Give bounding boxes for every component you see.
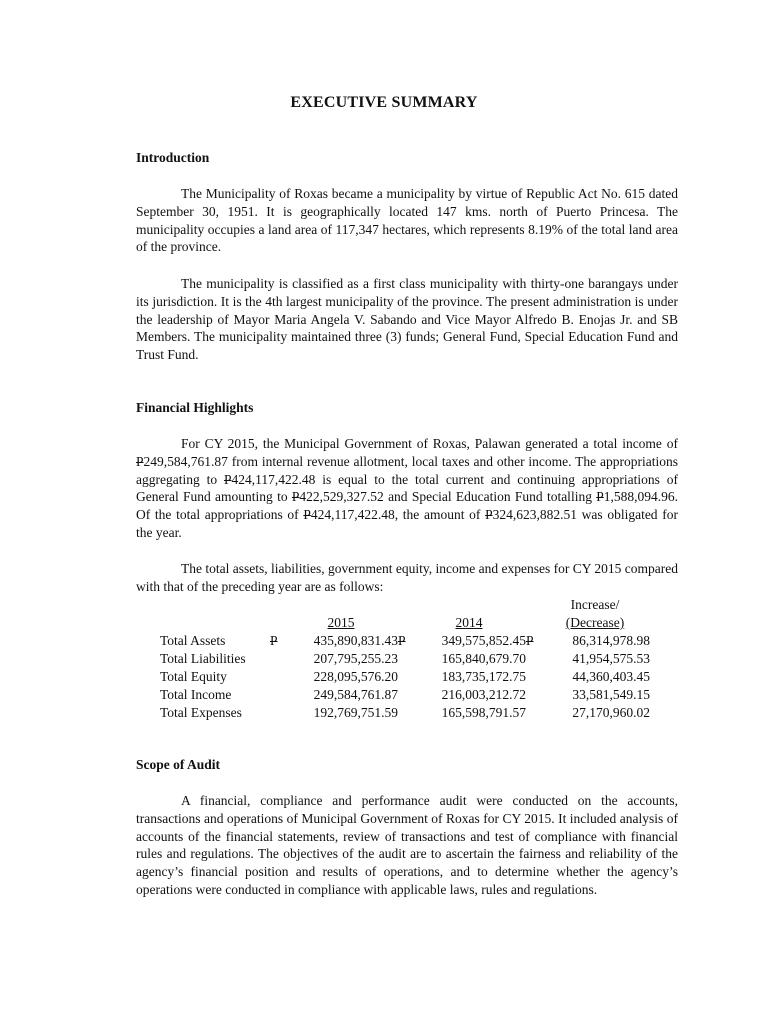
cell-2015: 249,584,761.87 <box>313 687 398 702</box>
table-row <box>160 686 650 704</box>
financial-paragraph-1: For CY 2015, the Municipal Government of Roxas, Palawan generated a total income of P249,584,761.87 from internal revenue allotment, local taxes and other income. The appropriations aggregating to P424,117,422.48 is equal to the total current and continuing appropriations of General Fund amounting to P422,529,327.52 and Special Education Fund totalling P1,588,094.96. Of the total appropriations of P424,117,422.48, the amount of P324,623,882.51 was obligated for the year. <box>136 436 678 540</box>
cell-2015: 192,769,751.59 <box>313 705 398 720</box>
cell-2014: 165,598,791.57 <box>441 705 526 720</box>
table-row <box>160 668 650 686</box>
peso-sign: P <box>136 453 144 469</box>
cell-difference: 27,170,960.02 <box>572 705 650 720</box>
peso-sign: P <box>526 633 534 648</box>
section-heading-introduction: Introduction <box>136 150 210 165</box>
financial-paragraph-2: The total assets, liabilities, government equity, income and expenses for CY 2015 compared with that of the preceding year are as follows: <box>136 561 678 594</box>
peso-sign: P <box>303 507 311 523</box>
amount-total-appropriations: 424,117,422.48 <box>310 507 395 523</box>
row-label: Total Assets <box>160 633 226 648</box>
amount-general-fund: 422,529,327.52 <box>299 489 384 505</box>
cell-2015: 207,795,255.23 <box>313 651 398 666</box>
cell-difference: 44,360,403.45 <box>572 669 650 684</box>
amount-obligated: 324,623,882.51 <box>492 507 577 523</box>
column-header-increase: Increase/ <box>570 597 620 612</box>
peso-sign: P <box>485 507 493 523</box>
table-header-row-2 <box>160 614 650 632</box>
section-heading-scope-of-audit: Scope of Audit <box>136 757 221 772</box>
intro-paragraph-1: The Municipality of Roxas became a municipality by virtue of Republic Act No. 615 dated September 30, 1951. It is geographically located 147 kms. north of Puerto Princesa. The municipality occupies a land area of 117,347 hectares, which represents 8.19% of the total land area of the province. <box>136 186 678 255</box>
row-label: Total Income <box>160 687 232 702</box>
amount-appropriations: 424,117,422.48 <box>231 471 316 487</box>
cell-2014: 349,575,852.45 <box>441 633 526 648</box>
table-row <box>160 704 650 722</box>
cell-difference: 86,314,978.98 <box>572 633 650 648</box>
row-label: Total Liabilities <box>160 651 246 666</box>
financial-comparison-table <box>160 596 650 722</box>
cell-2015: 228,095,576.20 <box>313 669 398 684</box>
cell-difference: 33,581,549.15 <box>572 687 650 702</box>
peso-sign: P <box>270 633 278 648</box>
table-header-row-1 <box>160 596 650 614</box>
peso-sign: P <box>596 489 604 505</box>
column-header-2014: 2014 <box>455 615 483 630</box>
column-header-2015: 2015 <box>327 615 355 630</box>
peso-sign: P <box>398 633 406 648</box>
page-title: EXECUTIVE SUMMARY <box>290 94 478 111</box>
table-row <box>160 632 650 650</box>
cell-difference: 41,954,575.53 <box>572 651 650 666</box>
amount-sef: 1,588,094.96 <box>603 489 675 505</box>
table-row <box>160 650 650 668</box>
section-heading-financial-highlights: Financial Highlights <box>136 400 254 415</box>
scope-paragraph-1: A financial, compliance and performance audit were conducted on the accounts, transactions and operations of Municipal Government of Roxas for CY 2015. It included analysis of accounts of the financial statements, review of transactions and test of compliance with financial rules and regulations. The objectives of the audit are to ascertain the fairness and reliability of the agency’s financial position and results of operations, and to determine whether the agency’s operations were conducted in compliance with applicable laws, rules and regulations. <box>136 793 678 897</box>
row-label: Total Expenses <box>160 705 242 720</box>
cell-2015: 435,890,831.43 <box>313 633 398 648</box>
peso-sign: P <box>223 471 232 487</box>
cell-2014: 165,840,679.70 <box>441 651 526 666</box>
column-header-decrease: (Decrease) <box>565 615 625 630</box>
amount-total-income: 249,584,761.87 <box>143 453 228 469</box>
peso-sign: P <box>291 489 300 505</box>
intro-paragraph-2: The municipality is classified as a first class municipality with thirty-one barangays under its jurisdiction. It is the 4th largest municipality of the province. The present administration is under the leadership of Mayor Maria Angela V. Sabando and Vice Mayor Alfredo B. Enojas Jr. and SB Members. The municipality maintained three (3) funds; General Fund, Special Education Fund and Trust Fund. <box>136 276 678 363</box>
cell-2014: 183,735,172.75 <box>441 669 526 684</box>
cell-2014: 216,003,212.72 <box>441 687 526 702</box>
row-label: Total Equity <box>160 669 227 684</box>
